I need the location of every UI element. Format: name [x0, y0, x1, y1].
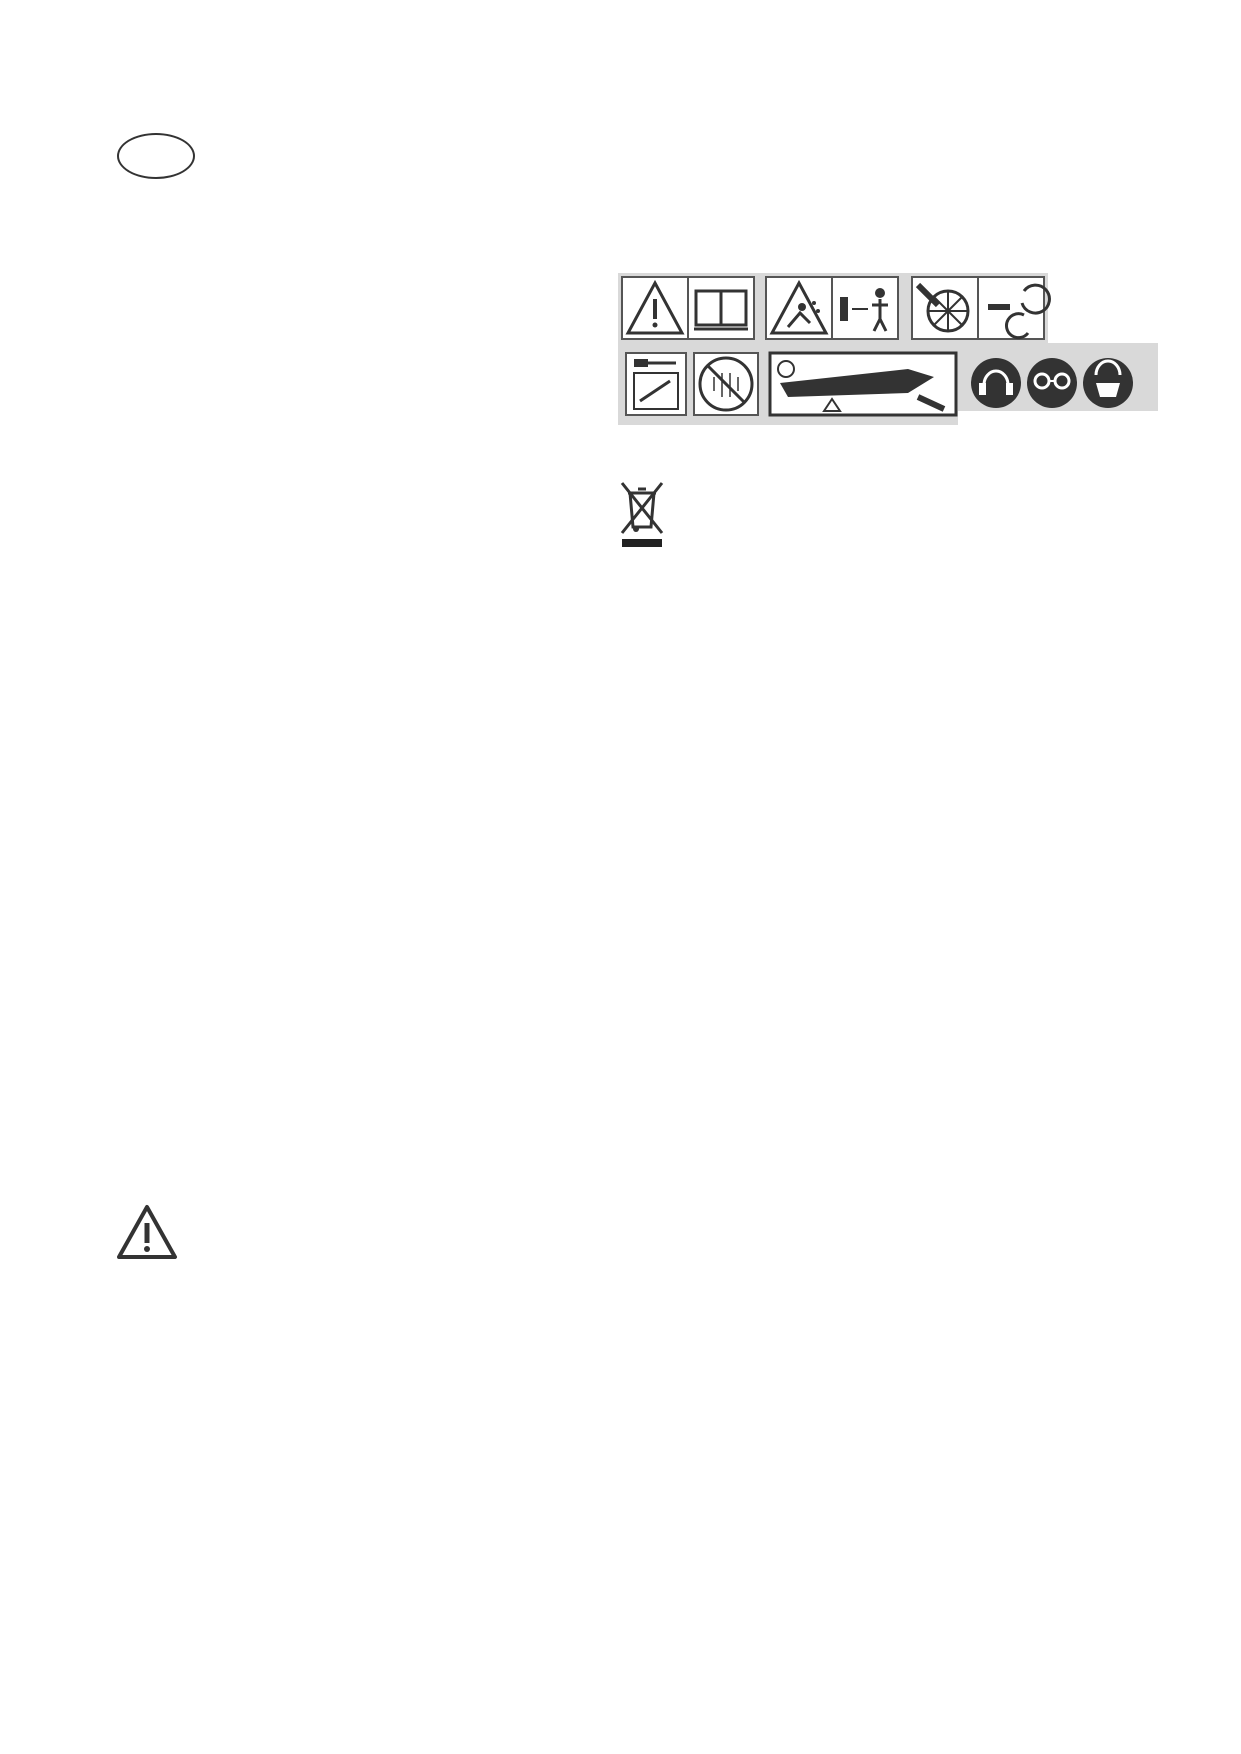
symbol-dust-mask-icon — [1083, 358, 1133, 408]
symbol-numbers-bottom — [618, 413, 1178, 437]
symbol-warning-icon — [622, 277, 688, 339]
symbol-numbers-top — [618, 239, 1178, 263]
symbol-safety-distance-icon — [770, 353, 956, 415]
symbol-rotating-tool-icon — [912, 277, 978, 339]
symbol-read-manual-icon — [688, 277, 754, 339]
crossed-bin-icon — [618, 479, 666, 549]
safety-section — [618, 205, 1178, 475]
symbol-no-rain-icon — [694, 353, 758, 415]
warning-triangle-icon — [116, 1204, 178, 1260]
symbol-ear-protection-icon — [971, 358, 1021, 408]
language-badge — [117, 133, 195, 179]
symbol-keep-hands-away-icon — [978, 277, 1049, 339]
symbol-eye-protection-icon — [1027, 358, 1077, 408]
symbol-keep-distance-icon — [832, 277, 898, 339]
symbol-flying-parts-icon — [766, 277, 832, 339]
symbol-unplug-icon — [626, 353, 686, 415]
toc-section — [116, 205, 582, 239]
